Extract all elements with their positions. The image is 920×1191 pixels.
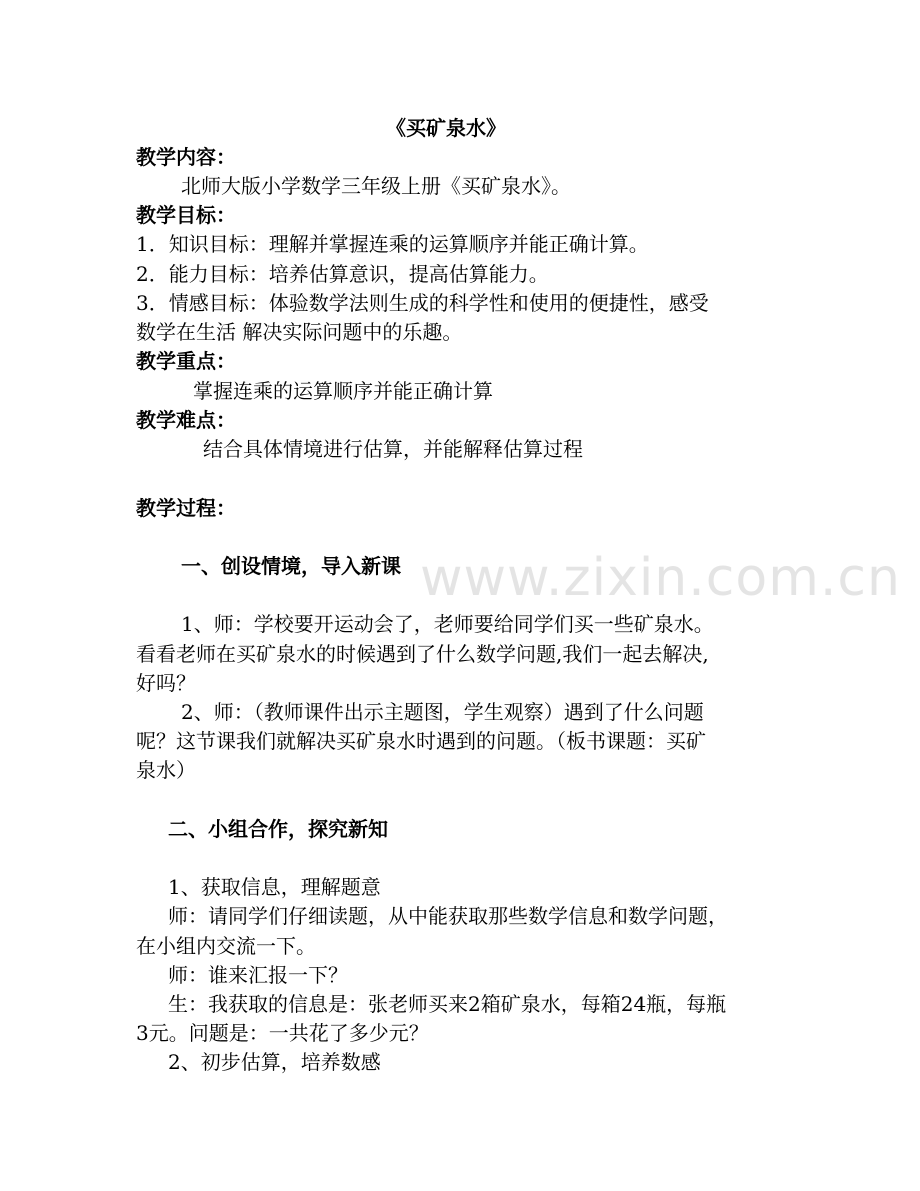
heading-key-points: 教学重点： xyxy=(136,349,236,373)
heading-teaching-goals: 教学目标： xyxy=(136,203,236,227)
teacher-line-1a: 师：请同学们仔细读题，从中能获取那些数学信息和数学问题， xyxy=(168,904,728,928)
teacher-line-2: 师：谁来汇报一下？ xyxy=(168,963,348,987)
goal-emotion-line2: 数学在生活 解决实际问题中的乐趣。 xyxy=(136,320,463,344)
student-line-1a: 生：我获取的信息是：张老师买来2箱矿泉水，每箱24瓶，每瓶 xyxy=(168,992,727,1016)
heading-teaching-process: 教学过程： xyxy=(136,496,236,520)
subsection-1: 1、获取信息，理解题意 xyxy=(168,875,381,899)
section-heading-2: 二、小组合作，探究新知 xyxy=(168,817,388,841)
difficulties-text: 结合具体情境进行估算，并能解释估算过程 xyxy=(203,437,583,461)
goal-emotion-line1: 3．情感目标：体验数学法则生成的科学性和使用的便捷性，感受 xyxy=(136,291,709,315)
paragraph-2-line1: 2、师：（教师课件出示主题图，学生观察）遇到了什么问题 xyxy=(181,700,704,724)
goal-knowledge: 1．知识目标：理解并掌握连乘的运算顺序并能正确计算。 xyxy=(136,232,649,256)
paragraph-2-line3: 泉水） xyxy=(136,758,196,782)
teacher-line-1b: 在小组内交流一下。 xyxy=(136,934,316,958)
goal-ability: 2．能力目标：培养估算意识，提高估算能力。 xyxy=(136,262,549,286)
teaching-content-text: 北师大版小学数学三年级上册《买矿泉水》。 xyxy=(181,174,571,198)
paragraph-1-line1: 1、师：学校要开运动会了，老师要给同学们买一些矿泉水。 xyxy=(181,612,714,636)
document-title: 《买矿泉水》 xyxy=(386,116,506,140)
watermark: www.zixin.com.cn xyxy=(420,548,901,608)
section-heading-1: 一、创设情境，导入新课 xyxy=(181,554,401,578)
student-line-1b: 3元。问题是：一共花了多少元？ xyxy=(136,1021,429,1045)
paragraph-2-line2: 呢？这节课我们就解决买矿泉水时遇到的问题。（板书课题：买矿 xyxy=(136,729,706,753)
paragraph-1-line2: 看看老师在买矿泉水的时候遇到了什么数学问题,我们一起去解决, xyxy=(136,642,709,666)
paragraph-1-line3: 好吗？ xyxy=(136,671,196,695)
subsection-2: 2、初步估算，培养数感 xyxy=(168,1050,381,1074)
heading-difficulties: 教学难点： xyxy=(136,408,236,432)
key-points-text: 掌握连乘的运算顺序并能正确计算 xyxy=(193,379,493,403)
heading-teaching-content: 教学内容： xyxy=(136,145,236,169)
